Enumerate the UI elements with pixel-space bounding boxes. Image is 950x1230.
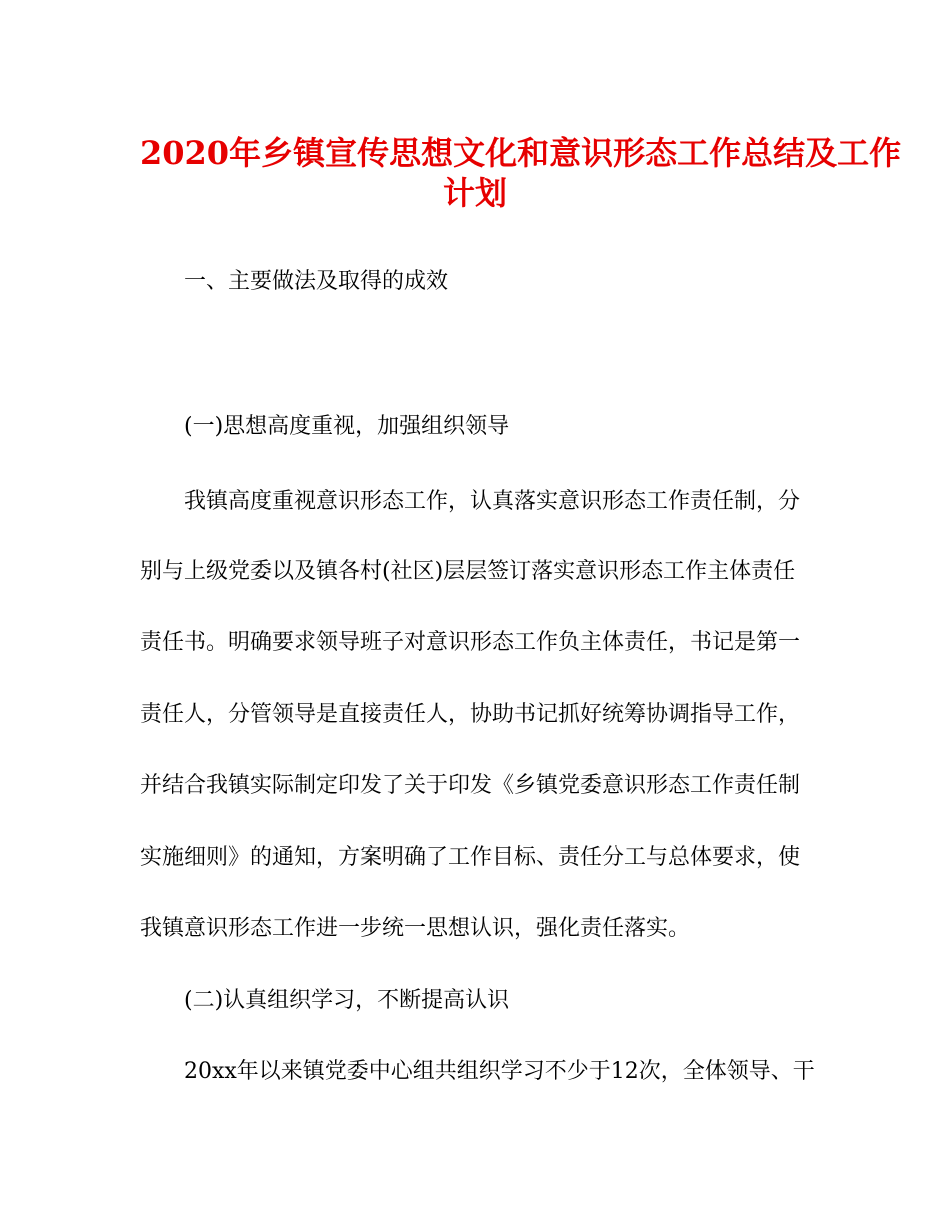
section-heading: 一、主要做法及取得的成效 bbox=[184, 269, 449, 294]
paragraph-line: 别与上级党委以及镇各村(社区)层层签订落实意识形态工作主体责任 bbox=[140, 559, 796, 584]
paragraph-line: 并结合我镇实际制定印发了关于印发《乡镇党委意识形态工作责任制 bbox=[140, 773, 801, 798]
subsection-heading: (一)思想高度重视，加强组织领导 bbox=[184, 414, 510, 439]
document-title-line1: 2020年乡镇宣传思想文化和意识形态工作总结及工作 bbox=[140, 134, 902, 172]
document-title-line2: 计划 bbox=[442, 174, 507, 212]
paragraph-line: 责任人，分管领导是直接责任人，协助书记抓好统筹协调指导工作， bbox=[140, 702, 801, 727]
paragraph-line: 责任书。明确要求领导班子对意识形态工作负主体责任，书记是第一 bbox=[140, 630, 801, 655]
paragraph-line: 我镇意识形态工作进一步统一思想认识，强化责任落实。 bbox=[140, 916, 691, 941]
paragraph-line: 实施细则》的通知，方案明确了工作目标、责任分工与总体要求，使 bbox=[140, 845, 801, 870]
subsection-heading: (二)认真组织学习，不断提高认识 bbox=[184, 988, 510, 1013]
paragraph-line: 20xx年以来镇党委中心组共组织学习不少于12次，全体领导、干 bbox=[184, 1059, 815, 1084]
paragraph-line: 我镇高度重视意识形态工作，认真落实意识形态工作责任制，分 bbox=[184, 489, 801, 514]
